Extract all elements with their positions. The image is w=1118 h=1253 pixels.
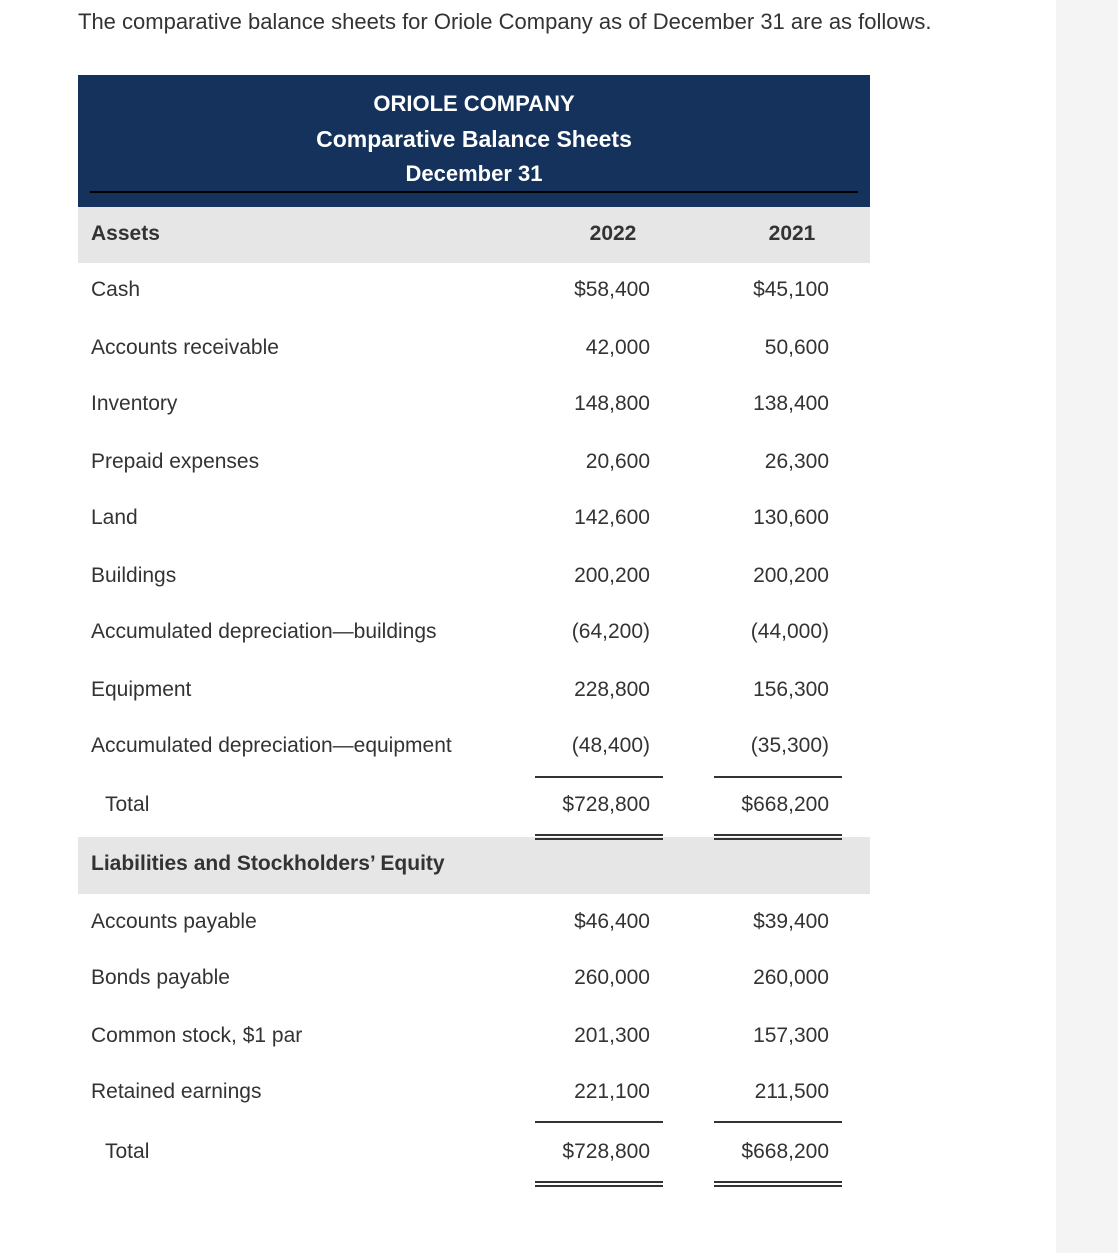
table-row — [78, 951, 870, 1007]
intro-text: The comparative balance sheets for Oriole Company as of December 31 are as follows. — [78, 9, 932, 34]
row-label: Accounts receivable — [91, 336, 279, 359]
table-row — [78, 605, 870, 661]
value-2022: $46,400 — [574, 910, 650, 933]
table-row — [78, 263, 870, 319]
row-label: Accumulated depreciation—buildings — [91, 620, 437, 643]
row-label: Equipment — [91, 678, 192, 701]
subtotal-underline-2021 — [714, 1121, 842, 1123]
liabilities-heading: Liabilities and Stockholders’ Equity — [91, 852, 445, 875]
total-2022: $728,800 — [562, 793, 650, 816]
value-2022: 228,800 — [574, 678, 650, 701]
row-label: Inventory — [91, 392, 178, 415]
value-2021: 156,300 — [753, 678, 829, 701]
row-label: Common stock, $1 par — [91, 1024, 303, 1047]
subtotal-underline-2022 — [535, 1121, 663, 1123]
total-2022: $728,800 — [562, 1140, 650, 1163]
assets-heading-row — [78, 207, 870, 263]
value-2022: (48,400) — [571, 734, 650, 757]
row-label: Cash — [91, 278, 141, 301]
column-header-2022: 2022 — [589, 222, 637, 245]
value-2022: 42,000 — [585, 336, 650, 359]
total-2021: $668,200 — [741, 1140, 829, 1163]
value-2022: 142,600 — [574, 506, 650, 529]
value-2021: $39,400 — [753, 910, 829, 933]
value-2021: 26,300 — [764, 450, 829, 473]
table-row — [78, 321, 870, 377]
total-label: Total — [105, 1140, 150, 1163]
assets-total-row — [78, 778, 870, 834]
statement-date: December 31 — [405, 161, 543, 186]
value-2021: 211,500 — [754, 1080, 829, 1103]
value-2021: 260,000 — [753, 966, 829, 989]
table-row — [78, 1009, 870, 1065]
total-label: Total — [105, 793, 150, 816]
value-2022: 201,300 — [574, 1024, 650, 1047]
value-2021: (35,300) — [750, 734, 829, 757]
statement-header — [78, 75, 870, 207]
table-row — [78, 895, 870, 951]
table-row — [78, 1065, 870, 1121]
table-row — [78, 377, 870, 433]
total-double-underline-2021 — [714, 834, 842, 840]
table-row — [78, 549, 870, 605]
liabilities-heading-row — [78, 837, 870, 894]
table-row — [78, 435, 870, 491]
column-header-2021: 2021 — [768, 222, 816, 245]
company-name: ORIOLE COMPANY — [373, 91, 575, 116]
row-label: Prepaid expenses — [91, 450, 260, 473]
value-2022: (64,200) — [571, 620, 650, 643]
value-2022: 260,000 — [574, 966, 650, 989]
row-label: Buildings — [91, 564, 177, 587]
table-row — [78, 663, 870, 719]
value-2022: 20,600 — [585, 450, 650, 473]
value-2021: (44,000) — [750, 620, 829, 643]
row-label: Bonds payable — [91, 966, 230, 989]
value-2021: 130,600 — [753, 506, 829, 529]
total-double-underline-2022 — [535, 1181, 663, 1187]
header-rule — [90, 191, 858, 193]
liabilities-total-row — [78, 1125, 870, 1181]
total-double-underline-2022 — [535, 834, 663, 840]
value-2022: 148,800 — [574, 392, 650, 415]
value-2021: 138,400 — [753, 392, 829, 415]
table-row — [78, 719, 870, 775]
value-2021: 200,200 — [753, 564, 829, 587]
value-2022: $58,400 — [574, 278, 650, 301]
value-2021: $45,100 — [753, 278, 829, 301]
row-label: Retained earnings — [91, 1080, 262, 1103]
value-2021: 157,300 — [753, 1024, 829, 1047]
total-2021: $668,200 — [741, 793, 829, 816]
row-label: Accounts payable — [91, 910, 257, 933]
row-label: Land — [91, 506, 138, 529]
value-2021: 50,600 — [764, 336, 829, 359]
table-row — [78, 491, 870, 547]
assets-heading: Assets — [91, 222, 160, 245]
total-double-underline-2021 — [714, 1181, 842, 1187]
value-2022: 221,100 — [574, 1080, 650, 1103]
statement-title: Comparative Balance Sheets — [316, 126, 632, 152]
value-2022: 200,200 — [574, 564, 650, 587]
row-label: Accumulated depreciation—equipment — [91, 734, 452, 757]
